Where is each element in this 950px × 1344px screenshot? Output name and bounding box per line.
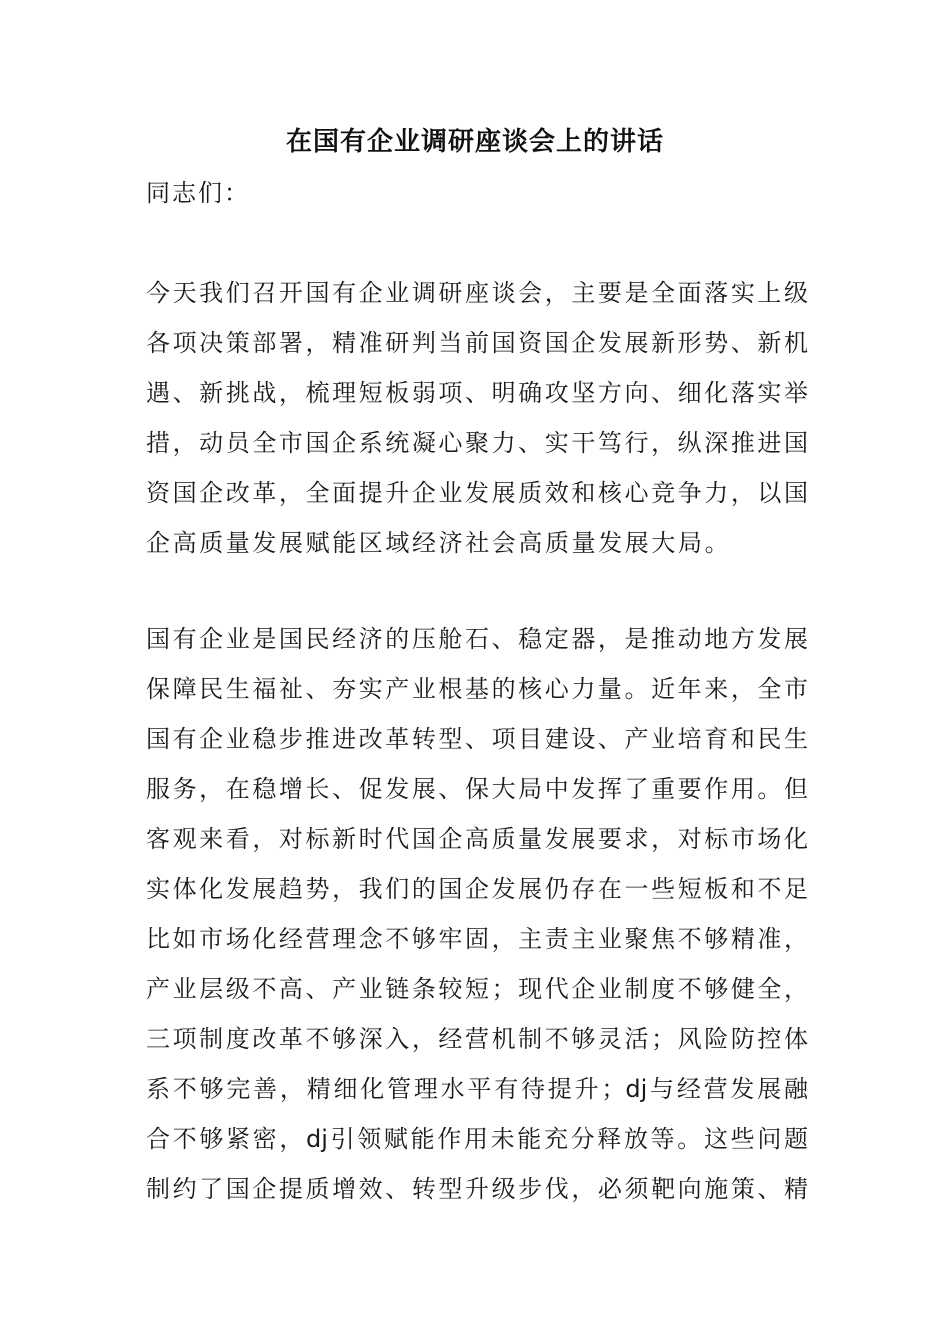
- paragraph-line: 国有企业是国民经济的压舱石、稳定器，是推动地方发展: [146, 625, 808, 653]
- paragraph-line: 制约了国企提质增效、转型升级步伐，必须靶向施策、精: [146, 1175, 808, 1203]
- paragraph-line: 措，动员全市国企系统凝心聚力、实干笃行，纵深推进国: [146, 429, 808, 457]
- paragraph-line: 资国企改革，全面提升企业发展质效和核心竞争力，以国: [146, 479, 808, 507]
- paragraph-line: 产业层级不高、产业链条较短；现代企业制度不够健全，: [146, 975, 808, 1003]
- paragraph-line: 三项制度改革不够深入，经营机制不够灵活；风险防控体: [146, 1025, 808, 1053]
- paragraph-line: 实体化发展趋势，我们的国企发展仍存在一些短板和不足: [146, 875, 808, 903]
- paragraph-line: 比如市场化经营理念不够牢固，主责主业聚焦不够精准，: [146, 925, 808, 953]
- paragraph-line: 各项决策部署，精准研判当前国资国企发展新形势、新机: [146, 329, 808, 357]
- paragraph-line: 遇、新挑战，梳理短板弱项、明确攻坚方向、细化落实举: [146, 379, 808, 407]
- paragraph-line: 客观来看，对标新时代国企高质量发展要求，对标市场化: [146, 825, 808, 853]
- paragraph-2: [146, 614, 808, 1214]
- paragraph-1: [146, 268, 808, 568]
- document-title: 在国有企业调研座谈会上的讲话: [285, 127, 664, 157]
- paragraph-line: 系不够完善，精细化管理水平有待提升；dj与经营发展融: [146, 1075, 808, 1103]
- paragraph-line: 保障民生福祉、夯实产业根基的核心力量。近年来，全市: [146, 675, 808, 703]
- paragraph-line: 服务，在稳增长、促发展、保大局中发挥了重要作用。但: [146, 775, 808, 803]
- salutation: 同志们：: [146, 179, 250, 207]
- paragraph-line: 今天我们召开国有企业调研座谈会，主要是全面落实上级: [146, 279, 808, 307]
- paragraph-line: 企高质量发展赋能区域经济社会高质量发展大局。: [146, 529, 732, 557]
- paragraph-line: 国有企业稳步推进改革转型、项目建设、产业培育和民生: [146, 725, 808, 753]
- paragraph-line: 合不够紧密，dj引领赋能作用未能充分释放等。这些问题: [146, 1125, 808, 1153]
